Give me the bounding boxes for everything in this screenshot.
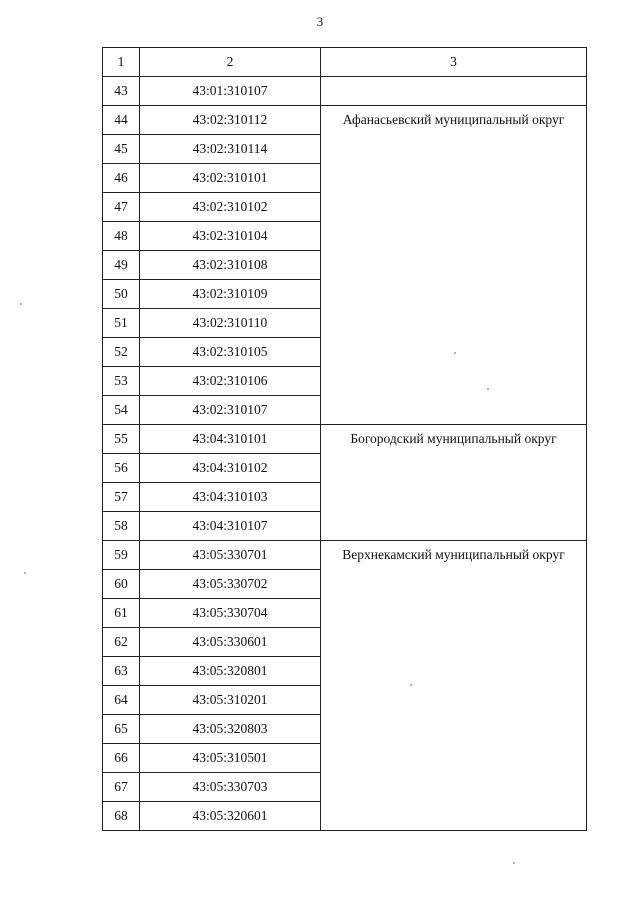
cadastral-quarter-code: 43:05:320803 [140,715,321,744]
row-number: 58 [103,512,140,541]
cadastral-quarter-code: 43:02:310107 [140,396,321,425]
cadastral-quarter-code: 43:05:330703 [140,773,321,802]
cadastral-quarter-code: 43:04:310103 [140,483,321,512]
table-row [103,425,587,454]
scan-speck [20,303,22,305]
row-number: 51 [103,309,140,338]
row-number: 50 [103,280,140,309]
row-number: 64 [103,686,140,715]
row-number: 61 [103,599,140,628]
cadastral-quarter-code: 43:05:320801 [140,657,321,686]
cadastral-quarter-code: 43:04:310107 [140,512,321,541]
cadastral-quarter-code: 43:05:310201 [140,686,321,715]
cadastral-quarter-code: 43:02:310110 [140,309,321,338]
row-number: 65 [103,715,140,744]
municipal-district-cell [321,77,587,106]
row-number: 46 [103,164,140,193]
scan-speck [410,684,412,686]
scan-speck [513,862,515,864]
cadastral-quarter-code: 43:01:310107 [140,77,321,106]
row-number: 44 [103,106,140,135]
municipal-district-cell: Верхнекамский муниципальный округ [321,541,587,831]
scan-speck [487,388,489,390]
cadastral-quarter-code: 43:02:310104 [140,222,321,251]
row-number: 56 [103,454,140,483]
row-number: 49 [103,251,140,280]
page-number: 3 [316,14,324,29]
cadastral-quarter-code: 43:05:330701 [140,541,321,570]
cadastral-quarter-code: 43:05:310501 [140,744,321,773]
table-row [103,106,587,135]
cadastral-quarter-code: 43:05:320601 [140,802,321,831]
header-col-2: 2 [140,48,321,77]
row-number: 55 [103,425,140,454]
cadastral-quarter-code: 43:02:310106 [140,367,321,396]
municipal-district-cell: Богородский муниципальный округ [321,425,587,541]
row-number: 66 [103,744,140,773]
row-number: 53 [103,367,140,396]
row-number: 48 [103,222,140,251]
row-number: 68 [103,802,140,831]
row-number: 54 [103,396,140,425]
row-number: 60 [103,570,140,599]
table-row [103,77,587,106]
cadastral-quarter-code: 43:02:310109 [140,280,321,309]
scan-speck [24,572,26,574]
row-number: 67 [103,773,140,802]
cadastral-quarter-code: 43:02:310114 [140,135,321,164]
table-header-row [103,48,587,77]
row-number: 59 [103,541,140,570]
cadastral-quarter-code: 43:02:310105 [140,338,321,367]
cadastral-quarter-code: 43:02:310101 [140,164,321,193]
row-number: 47 [103,193,140,222]
cadastral-quarter-code: 43:02:310112 [140,106,321,135]
cadastral-quarter-code: 43:04:310101 [140,425,321,454]
row-number: 63 [103,657,140,686]
row-number: 62 [103,628,140,657]
cadastral-quarter-code: 43:05:330704 [140,599,321,628]
cadastral-quarter-code: 43:05:330702 [140,570,321,599]
header-col-3: 3 [321,48,587,77]
cadastral-quarter-code: 43:05:330601 [140,628,321,657]
municipal-district-cell: Афанасьевский муниципальный округ [321,106,587,425]
row-number: 52 [103,338,140,367]
cadastral-quarter-code: 43:02:310102 [140,193,321,222]
row-number: 45 [103,135,140,164]
table-row [103,541,587,570]
header-col-1: 1 [103,48,140,77]
scan-speck [454,352,456,354]
data-table [102,47,587,831]
cadastral-quarter-code: 43:02:310108 [140,251,321,280]
cadastral-quarter-code: 43:04:310102 [140,454,321,483]
row-number: 43 [103,77,140,106]
row-number: 57 [103,483,140,512]
